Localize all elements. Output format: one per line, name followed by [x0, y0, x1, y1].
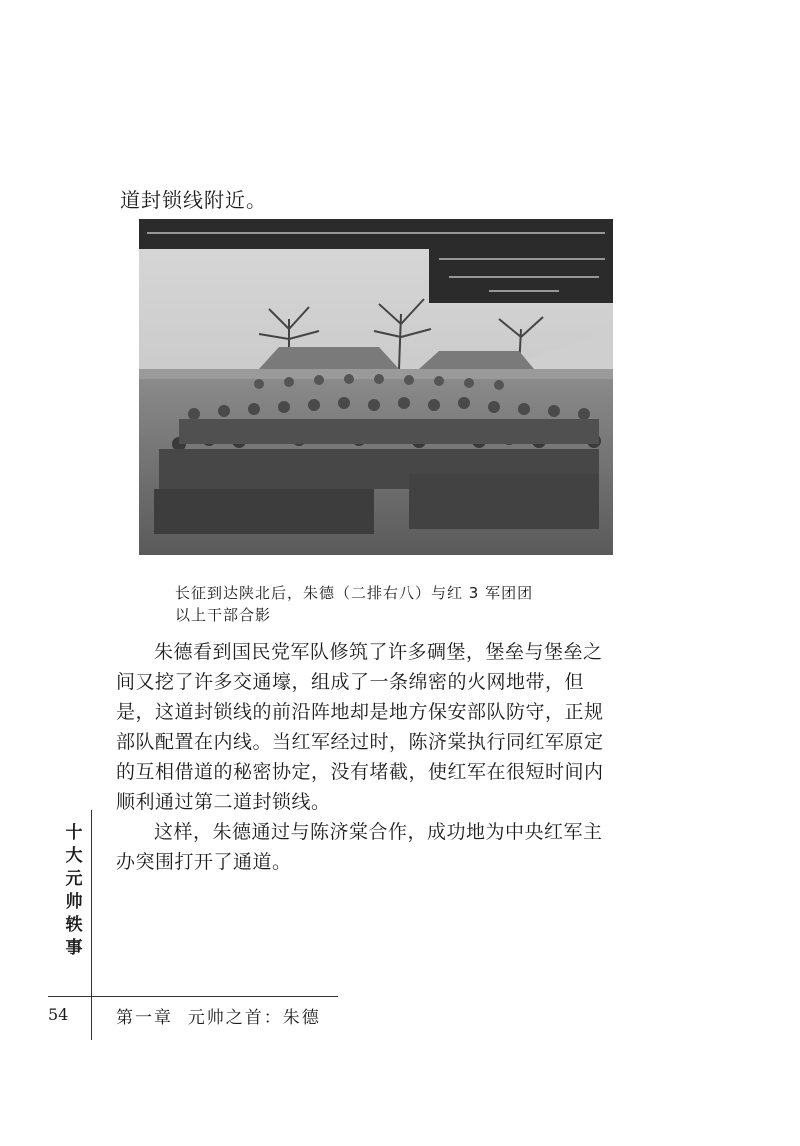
- text-line: 是，这道封锁线的前沿阵地却是地方保安部队防守，正规: [116, 701, 604, 723]
- text-line: 这样，朱德通过与陈济棠合作，成功地为中央红军主: [154, 821, 603, 843]
- text-line: 间又挖了许多交通壕，组成了一条绵密的火网地带，但: [116, 671, 585, 693]
- group-photo: [139, 219, 613, 555]
- text-line: 部队配置在内线。当红军经过时，陈济棠执行同红军原定: [116, 731, 604, 753]
- footer-rule: [48, 996, 338, 997]
- text-line: 朱德看到国民党军队修筑了许多碉堡，堡垒与堡垒之: [154, 641, 603, 663]
- side-title-char: 事: [65, 938, 83, 958]
- side-title-char: 十: [65, 823, 83, 843]
- text-line: 的互相借道的秘密协定，没有堵截，使红军在很短时间内: [116, 761, 604, 783]
- side-title-char: 元: [65, 869, 83, 889]
- caption-line-1: 长征到达陕北后，朱德（二排右八）与红 3 军团团: [175, 584, 534, 602]
- side-rule: [91, 810, 92, 1040]
- body-text: [116, 637, 636, 877]
- paragraph-1: [116, 637, 636, 817]
- paragraph-2: [116, 817, 636, 877]
- text-line: 办突围打开了通道。: [116, 851, 292, 873]
- side-title-char: 轶: [65, 915, 83, 935]
- banner-side: [429, 239, 613, 303]
- group-photo-illustration: [139, 219, 613, 555]
- text-line: 顺利通过第二道封锁线。: [116, 791, 331, 813]
- page-number: 54: [48, 1005, 69, 1024]
- chapter-title: 第一章 元帅之首：朱德: [116, 1008, 321, 1028]
- side-title-char: 帅: [65, 892, 83, 912]
- side-title-char: 大: [65, 846, 83, 866]
- side-book-title: [64, 822, 84, 960]
- caption-line-2: 以上干部合影: [175, 606, 272, 624]
- top-fragment: 道封锁线附近。: [120, 188, 267, 212]
- photo-caption: [175, 582, 625, 626]
